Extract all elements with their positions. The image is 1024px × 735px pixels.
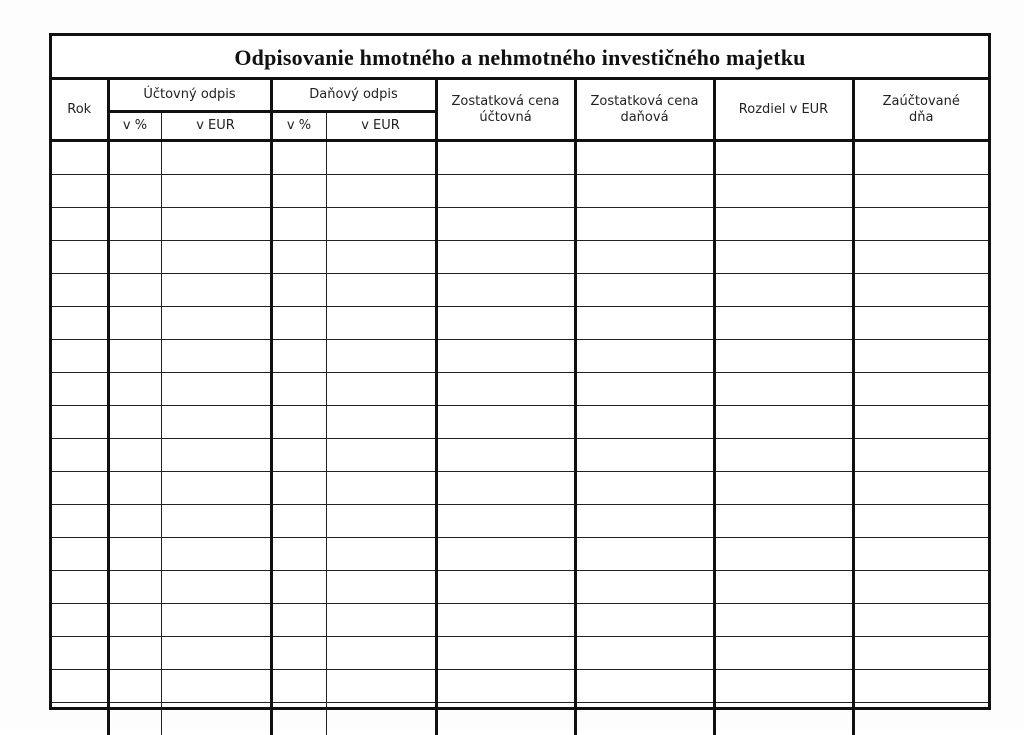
cell-zostatkova-danova[interactable] <box>575 274 714 307</box>
cell-danovy-eur[interactable] <box>326 141 436 175</box>
header-uctovny-percent: v % <box>108 112 161 141</box>
cell-uctovny-percent[interactable] <box>108 571 161 604</box>
cell-rok[interactable] <box>52 175 108 208</box>
table-row <box>52 670 988 703</box>
cell-danovy-eur[interactable] <box>326 670 436 703</box>
cell-rozdiel[interactable] <box>714 472 853 505</box>
cell-danovy-percent[interactable] <box>271 472 326 505</box>
header-zauctovane-label: Zaúčtované dňa <box>876 94 966 126</box>
table-row <box>52 241 988 274</box>
cell-zauctovane[interactable] <box>853 571 988 604</box>
cell-uctovny-percent[interactable] <box>108 141 161 175</box>
cell-uctovny-eur[interactable] <box>161 307 271 340</box>
cell-zauctovane[interactable] <box>853 439 988 472</box>
cell-rozdiel[interactable] <box>714 703 853 735</box>
cell-zostatkova-uctovna[interactable] <box>436 505 575 538</box>
cell-zostatkova-uctovna[interactable] <box>436 670 575 703</box>
cell-rozdiel[interactable] <box>714 175 853 208</box>
cell-zauctovane[interactable] <box>853 373 988 406</box>
cell-danovy-eur[interactable] <box>326 373 436 406</box>
cell-danovy-percent[interactable] <box>271 571 326 604</box>
cell-rok[interactable] <box>52 472 108 505</box>
header-rok: Rok <box>52 80 108 141</box>
cell-zostatkova-uctovna[interactable] <box>436 637 575 670</box>
cell-zostatkova-uctovna[interactable] <box>436 175 575 208</box>
cell-zostatkova-danova[interactable] <box>575 439 714 472</box>
cell-danovy-percent[interactable] <box>271 340 326 373</box>
cell-zostatkova-danova[interactable] <box>575 571 714 604</box>
table-row <box>52 703 988 735</box>
header-zostatkova-cena-danova-label: Zostatková cena daňová <box>585 94 705 126</box>
cell-zostatkova-danova[interactable] <box>575 406 714 439</box>
depreciation-table <box>52 80 988 735</box>
cell-zostatkova-danova[interactable] <box>575 141 714 175</box>
cell-rok[interactable] <box>52 703 108 735</box>
cell-zostatkova-danova[interactable] <box>575 241 714 274</box>
cell-danovy-percent[interactable] <box>271 538 326 571</box>
cell-rozdiel[interactable] <box>714 439 853 472</box>
cell-uctovny-eur[interactable] <box>161 472 271 505</box>
cell-danovy-eur[interactable] <box>326 406 436 439</box>
cell-danovy-percent[interactable] <box>271 175 326 208</box>
cell-uctovny-percent[interactable] <box>108 472 161 505</box>
cell-danovy-eur[interactable] <box>326 439 436 472</box>
cell-rok[interactable] <box>52 505 108 538</box>
cell-rozdiel[interactable] <box>714 208 853 241</box>
cell-rozdiel[interactable] <box>714 571 853 604</box>
cell-uctovny-percent[interactable] <box>108 274 161 307</box>
cell-zostatkova-danova[interactable] <box>575 373 714 406</box>
cell-uctovny-percent[interactable] <box>108 241 161 274</box>
cell-zauctovane[interactable] <box>853 175 988 208</box>
header-zostatkova-cena-uctovna-label: Zostatková cena účtovná <box>446 94 566 126</box>
header-zauctovane <box>853 80 988 141</box>
header-zostatkova-cena-uctovna <box>436 80 575 141</box>
depreciation-form <box>49 33 991 710</box>
cell-uctovny-eur[interactable] <box>161 373 271 406</box>
cell-uctovny-percent[interactable] <box>108 406 161 439</box>
cell-uctovny-eur[interactable] <box>161 241 271 274</box>
form-title: Odpisovanie hmotného a nehmotného investičného majetku <box>52 36 988 80</box>
cell-danovy-percent[interactable] <box>271 703 326 735</box>
cell-zostatkova-uctovna[interactable] <box>436 472 575 505</box>
cell-danovy-percent[interactable] <box>271 241 326 274</box>
cell-zostatkova-uctovna[interactable] <box>436 274 575 307</box>
cell-rozdiel[interactable] <box>714 505 853 538</box>
header-uctovny-odpis: Účtovný odpis <box>108 80 271 112</box>
cell-danovy-percent[interactable] <box>271 274 326 307</box>
header-uctovny-eur: v EUR <box>161 112 271 141</box>
cell-zostatkova-danova[interactable] <box>575 670 714 703</box>
cell-zostatkova-uctovna[interactable] <box>436 538 575 571</box>
cell-zostatkova-danova[interactable] <box>575 703 714 735</box>
header-danovy-eur: v EUR <box>326 112 436 141</box>
cell-rozdiel[interactable] <box>714 637 853 670</box>
cell-zauctovane[interactable] <box>853 637 988 670</box>
cell-zostatkova-uctovna[interactable] <box>436 241 575 274</box>
cell-uctovny-eur[interactable] <box>161 571 271 604</box>
cell-uctovny-eur[interactable] <box>161 274 271 307</box>
cell-zostatkova-danova[interactable] <box>575 505 714 538</box>
cell-uctovny-eur[interactable] <box>161 703 271 735</box>
cell-uctovny-eur[interactable] <box>161 505 271 538</box>
cell-rozdiel[interactable] <box>714 604 853 637</box>
table-row <box>52 373 988 406</box>
cell-uctovny-percent[interactable] <box>108 604 161 637</box>
table-row <box>52 141 988 175</box>
cell-zauctovane[interactable] <box>853 340 988 373</box>
cell-zostatkova-uctovna[interactable] <box>436 208 575 241</box>
cell-danovy-percent[interactable] <box>271 670 326 703</box>
cell-rok[interactable] <box>52 340 108 373</box>
cell-danovy-eur[interactable] <box>326 637 436 670</box>
cell-danovy-eur[interactable] <box>326 505 436 538</box>
table-row <box>52 406 988 439</box>
cell-danovy-eur[interactable] <box>326 571 436 604</box>
table-row <box>52 439 988 472</box>
cell-uctovny-eur[interactable] <box>161 604 271 637</box>
cell-zostatkova-danova[interactable] <box>575 538 714 571</box>
cell-zauctovane[interactable] <box>853 208 988 241</box>
cell-zostatkova-uctovna[interactable] <box>436 604 575 637</box>
cell-danovy-percent[interactable] <box>271 406 326 439</box>
cell-zauctovane[interactable] <box>853 505 988 538</box>
table-row <box>52 538 988 571</box>
table-row <box>52 637 988 670</box>
cell-zostatkova-uctovna[interactable] <box>436 373 575 406</box>
cell-zostatkova-uctovna[interactable] <box>436 439 575 472</box>
cell-danovy-eur[interactable] <box>326 307 436 340</box>
cell-zostatkova-uctovna[interactable] <box>436 141 575 175</box>
header-danovy-odpis: Daňový odpis <box>271 80 436 112</box>
cell-danovy-percent[interactable] <box>271 505 326 538</box>
cell-zostatkova-uctovna[interactable] <box>436 571 575 604</box>
cell-danovy-eur[interactable] <box>326 604 436 637</box>
cell-zauctovane[interactable] <box>853 703 988 735</box>
cell-rozdiel[interactable] <box>714 373 853 406</box>
cell-uctovny-eur[interactable] <box>161 175 271 208</box>
cell-rozdiel[interactable] <box>714 538 853 571</box>
table-row <box>52 307 988 340</box>
cell-zauctovane[interactable] <box>853 604 988 637</box>
table-row <box>52 175 988 208</box>
cell-rozdiel[interactable] <box>714 670 853 703</box>
cell-zostatkova-uctovna[interactable] <box>436 703 575 735</box>
cell-rozdiel[interactable] <box>714 307 853 340</box>
cell-uctovny-percent[interactable] <box>108 175 161 208</box>
table-row <box>52 208 988 241</box>
cell-zauctovane[interactable] <box>853 141 988 175</box>
cell-danovy-eur[interactable] <box>326 340 436 373</box>
cell-rok[interactable] <box>52 637 108 670</box>
cell-uctovny-percent[interactable] <box>108 505 161 538</box>
cell-uctovny-eur[interactable] <box>161 538 271 571</box>
cell-rozdiel[interactable] <box>714 406 853 439</box>
cell-danovy-eur[interactable] <box>326 538 436 571</box>
cell-zostatkova-danova[interactable] <box>575 340 714 373</box>
cell-danovy-percent[interactable] <box>271 141 326 175</box>
cell-rozdiel[interactable] <box>714 340 853 373</box>
header-zostatkova-cena-danova <box>575 80 714 141</box>
cell-zauctovane[interactable] <box>853 406 988 439</box>
cell-rok[interactable] <box>52 373 108 406</box>
cell-rok[interactable] <box>52 274 108 307</box>
cell-uctovny-eur[interactable] <box>161 340 271 373</box>
table-row <box>52 571 988 604</box>
cell-uctovny-percent[interactable] <box>108 703 161 735</box>
cell-zauctovane[interactable] <box>853 307 988 340</box>
cell-rok[interactable] <box>52 439 108 472</box>
cell-uctovny-percent[interactable] <box>108 373 161 406</box>
cell-rozdiel[interactable] <box>714 274 853 307</box>
cell-uctovny-eur[interactable] <box>161 208 271 241</box>
cell-danovy-percent[interactable] <box>271 373 326 406</box>
cell-uctovny-percent[interactable] <box>108 439 161 472</box>
cell-uctovny-percent[interactable] <box>108 208 161 241</box>
cell-rok[interactable] <box>52 406 108 439</box>
cell-zostatkova-danova[interactable] <box>575 307 714 340</box>
cell-zauctovane[interactable] <box>853 670 988 703</box>
cell-rok[interactable] <box>52 307 108 340</box>
cell-danovy-eur[interactable] <box>326 274 436 307</box>
cell-uctovny-percent[interactable] <box>108 670 161 703</box>
cell-uctovny-percent[interactable] <box>108 538 161 571</box>
cell-danovy-eur[interactable] <box>326 208 436 241</box>
cell-rozdiel[interactable] <box>714 141 853 175</box>
cell-uctovny-percent[interactable] <box>108 307 161 340</box>
cell-danovy-eur[interactable] <box>326 175 436 208</box>
cell-zostatkova-danova[interactable] <box>575 604 714 637</box>
table-body <box>52 141 988 735</box>
cell-danovy-percent[interactable] <box>271 604 326 637</box>
cell-zostatkova-danova[interactable] <box>575 637 714 670</box>
cell-zauctovane[interactable] <box>853 472 988 505</box>
cell-zauctovane[interactable] <box>853 241 988 274</box>
cell-danovy-percent[interactable] <box>271 637 326 670</box>
header-danovy-percent: v % <box>271 112 326 141</box>
cell-danovy-eur[interactable] <box>326 472 436 505</box>
cell-danovy-eur[interactable] <box>326 241 436 274</box>
cell-uctovny-percent[interactable] <box>108 340 161 373</box>
cell-uctovny-eur[interactable] <box>161 670 271 703</box>
cell-rok[interactable] <box>52 141 108 175</box>
cell-zostatkova-uctovna[interactable] <box>436 307 575 340</box>
table-row <box>52 472 988 505</box>
cell-rok[interactable] <box>52 538 108 571</box>
cell-zauctovane[interactable] <box>853 538 988 571</box>
cell-zostatkova-danova[interactable] <box>575 175 714 208</box>
cell-rok[interactable] <box>52 670 108 703</box>
cell-zostatkova-danova[interactable] <box>575 208 714 241</box>
table-row <box>52 340 988 373</box>
table-row <box>52 274 988 307</box>
cell-zauctovane[interactable] <box>853 274 988 307</box>
cell-rok[interactable] <box>52 571 108 604</box>
cell-rok[interactable] <box>52 208 108 241</box>
cell-uctovny-eur[interactable] <box>161 439 271 472</box>
cell-uctovny-eur[interactable] <box>161 141 271 175</box>
table-row <box>52 604 988 637</box>
cell-zostatkova-danova[interactable] <box>575 472 714 505</box>
cell-uctovny-eur[interactable] <box>161 406 271 439</box>
cell-danovy-percent[interactable] <box>271 307 326 340</box>
cell-uctovny-eur[interactable] <box>161 637 271 670</box>
cell-rok[interactable] <box>52 604 108 637</box>
cell-zostatkova-uctovna[interactable] <box>436 340 575 373</box>
cell-danovy-eur[interactable] <box>326 703 436 735</box>
cell-rozdiel[interactable] <box>714 241 853 274</box>
cell-danovy-percent[interactable] <box>271 439 326 472</box>
cell-danovy-percent[interactable] <box>271 208 326 241</box>
cell-rok[interactable] <box>52 241 108 274</box>
header-rozdiel: Rozdiel v EUR <box>714 80 853 141</box>
table-row <box>52 505 988 538</box>
cell-zostatkova-uctovna[interactable] <box>436 406 575 439</box>
cell-uctovny-percent[interactable] <box>108 637 161 670</box>
